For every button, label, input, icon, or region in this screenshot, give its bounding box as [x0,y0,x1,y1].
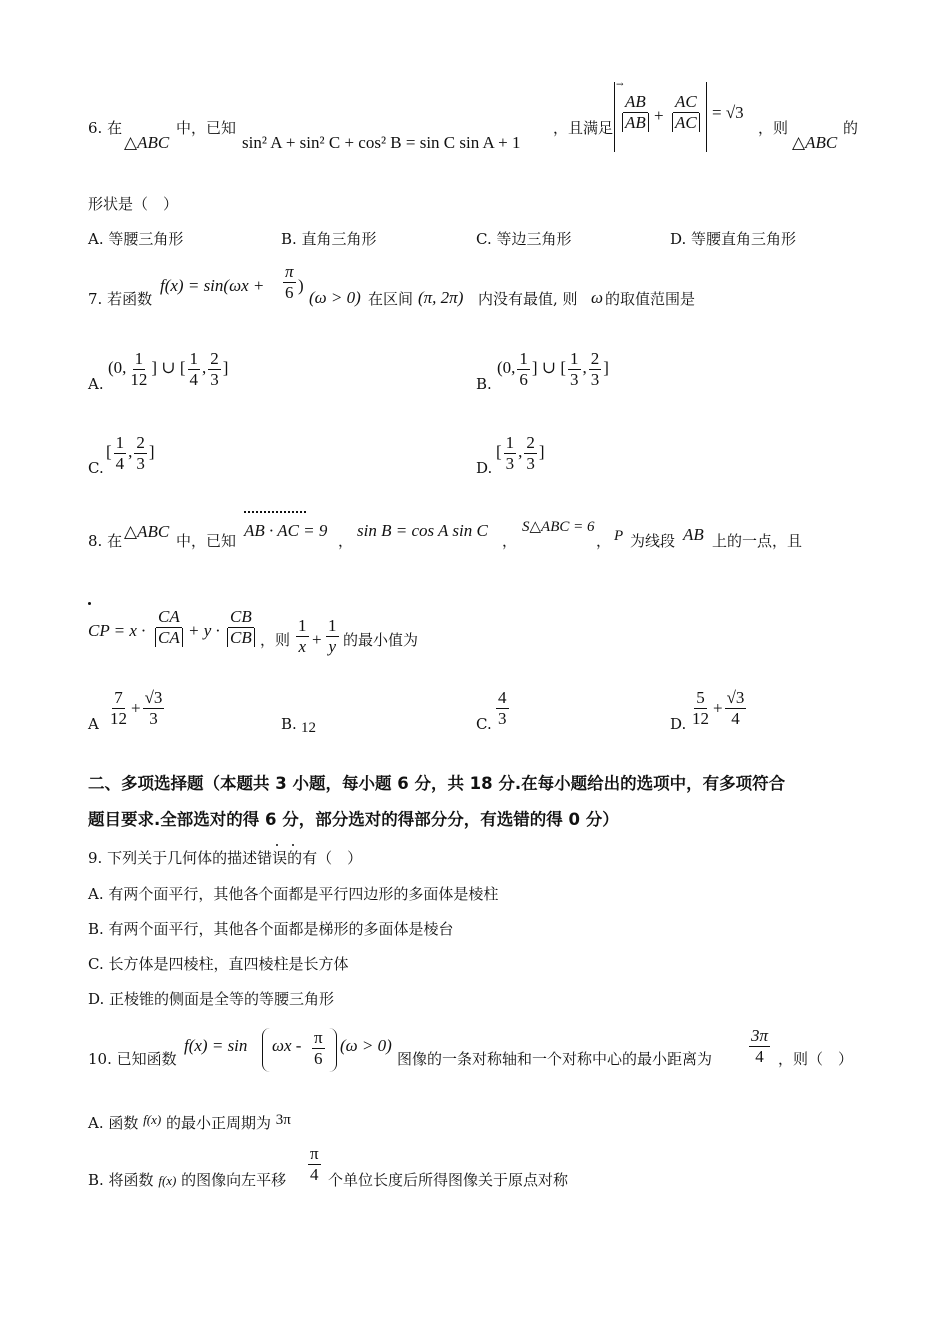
q10-option-a[interactable]: A. 函数 f(x) 的最小正周期为 3π [88,1112,291,1132]
q10-option-b-end: 个单位长度后所得图像关于原点对称 [328,1171,569,1189]
q8-plus: + [312,630,322,649]
q7-close-paren: ) [298,276,304,295]
q7-option-d-math[interactable]: [ $\frac{1}{3}$ , $\frac{2}{3}$ ] [496,432,545,473]
q6-triangle: △ABC [124,133,170,152]
q6-option-a[interactable]: A. 等腰三角形 [88,230,184,248]
q10-argument: ωx - [272,1036,302,1055]
q8-text-8: 的最小值为 [343,631,419,649]
q10-option-b-frac: $\frac{\pi}{4}$ [310,1144,319,1184]
q8-number: 8. 在 [88,532,123,550]
q8-frac-1x: $\frac{1}{x}$ [298,616,307,656]
q6-norm-right [706,82,707,152]
q10-condition: (ω > 0) [340,1036,392,1055]
q8-dot-product: AB · AC = 9 [244,521,328,540]
q6-plus: + [654,106,664,125]
q6-frac-ab: $\frac{AB}{AB}$ [618,92,653,133]
q8-equation: sin B = cos A sin C [357,521,488,540]
q8-frac-ca: $\frac{CA}{CA}$ [151,607,187,648]
q7-text-3: 的取值范围是 [605,290,696,308]
q8-frac-cb: $\frac{CB}{CB}$ [223,607,259,648]
q7-option-c-math[interactable]: [ $\frac{1}{4}$ , $\frac{2}{3}$ ] [106,432,155,473]
q8-option-a-label[interactable]: A [88,715,99,733]
q8-text-3: ， [502,532,518,550]
q10-number: 10. 已知函数 [88,1050,177,1068]
q9-option-b[interactable]: B. 有两个面平行，其他各个面都是梯形的多面体是棱台 [88,920,454,938]
q8-plus-y: + y · [188,621,220,640]
q9-option-a[interactable]: A. 有两个面平行，其他各个面都是平行四边形的多面体是棱柱 [88,885,499,903]
q7-option-d-label[interactable]: D. [476,459,493,477]
q8-vector-marks [244,511,306,517]
q6-number: 6. 在 [88,119,123,137]
q8-text-5: 为线段 [630,532,676,550]
q9-emphasis-dot-1 [276,844,278,846]
q6-option-d[interactable]: D. 等腰直角三角形 [670,230,797,248]
q9-option-d[interactable]: D. 正棱锥的侧面是全等的等腰三角形 [88,990,335,1008]
q7-interval: (π, 2π) [418,288,464,307]
q10-frac-pi6: $\frac{\pi}{6}$ [314,1028,323,1068]
q8-option-c-label[interactable]: C. [476,715,492,733]
q8-cp-expr: CP = x · [88,621,146,640]
q7-text-1: 在区间 [368,290,414,308]
q7-option-a-label[interactable]: A. [88,375,104,393]
q9-option-c[interactable]: C. 长方体是四棱柱，直四棱柱是长方体 [88,955,349,973]
q6-frac-ac: $\frac{AC}{AC}$ [668,92,704,133]
q8-text-4: ， [596,532,612,550]
q6-triangle-2: △ABC [792,133,838,152]
q7-number: 7. 若函数 [88,290,153,308]
q6-option-b[interactable]: B. 直角三角形 [281,230,377,248]
q6-vector-arrow-icon: → [616,80,624,90]
q7-option-c-label[interactable]: C. [88,459,104,477]
q10-text-2: ，则（ ） [778,1050,854,1068]
q7-frac-pi6: $\frac{\pi}{6}$ [285,262,294,302]
q8-option-d-label[interactable]: D. [670,715,687,733]
q6-rhs: = √3 [712,103,744,122]
q9-stem: 9. 下列关于几何体的描述错误的有（ ） [88,849,363,867]
q8-area: S△ABC = 6 [522,519,595,535]
q10-paren-right [328,1028,337,1072]
q6-option-c[interactable]: C. 等边三角形 [476,230,572,248]
q8-option-a-math[interactable]: $\frac{7}{12}$ + $\frac{√3}{3}$ [110,688,163,728]
q8-option-b-label[interactable]: B. [281,715,297,733]
q8-text-1: 中，已知 [176,532,237,550]
q7-text-2: 内没有最值, 则 [478,290,578,308]
q7-omega: ω [591,288,604,307]
q7-option-a-math[interactable]: (0, $\frac{1}{12}$ ] ∪ [ $\frac{1}{4}$ , $\frac{2}{3}$ ] [108,348,229,389]
q10-function: f(x) = sin [184,1036,248,1055]
q7-function: f(x) = sin(ωx + [160,276,265,295]
section-2-heading-line-1: 二、多项选择题（本题共 3 小题，每小题 6 分，共 18 分.在每小题给出的选项中，有多项符合 [88,774,786,793]
q6-equation: sin² A + sin² C + cos² B = sin C sin A + 1 [242,133,521,152]
q7-condition: (ω > 0) [309,288,361,307]
q6-text-2: ，且满足 [553,119,614,137]
q6-stem-cont: 形状是（ ） [88,195,179,213]
q6-text-1: 中，已知 [176,119,237,137]
section-2-heading-line-2: 题目要求.全部选对的得 6 分，部分选对的得部分分，有选错的得 0 分） [88,810,619,829]
q6-text-3: ，则 [758,119,789,137]
q8-segment-ab: AB [683,525,704,544]
q10-text-1: 图像的一条对称轴和一个对称中心的最小距离为 [397,1050,713,1068]
q8-text-2: ， [338,532,354,550]
q8-text-6: 上的一点，且 [712,532,803,550]
q8-option-c-math[interactable]: $\frac{4}{3}$ [498,688,507,728]
q7-option-b-label[interactable]: B. [476,375,492,393]
q10-frac-3pi4: $\frac{3\pi}{4}$ [751,1026,769,1066]
q6-norm-left [614,82,615,152]
q8-option-d-math[interactable]: $\frac{5}{12}$ + $\frac{√3}{4}$ [692,688,745,728]
q7-option-b-math[interactable]: (0, $\frac{1}{6}$ ] ∪ [ $\frac{1}{3}$ , $\frac{2}{3}$ ] [497,348,609,389]
q10-option-b[interactable]: B. 将函数 f(x) 的图像向左平移 [88,1171,287,1189]
q8-option-b-value[interactable]: 12 [301,720,316,736]
q10-paren-left [262,1028,271,1072]
q8-text-7: ，则 [260,631,291,649]
q8-vector-mark [88,602,91,605]
q6-text-4: 的 [843,119,859,137]
q9-emphasis-dot-2 [292,844,294,846]
q8-point-p: P [614,528,624,544]
q8-triangle: △ABC [124,522,170,541]
q8-frac-1y: $\frac{1}{y}$ [328,616,337,656]
